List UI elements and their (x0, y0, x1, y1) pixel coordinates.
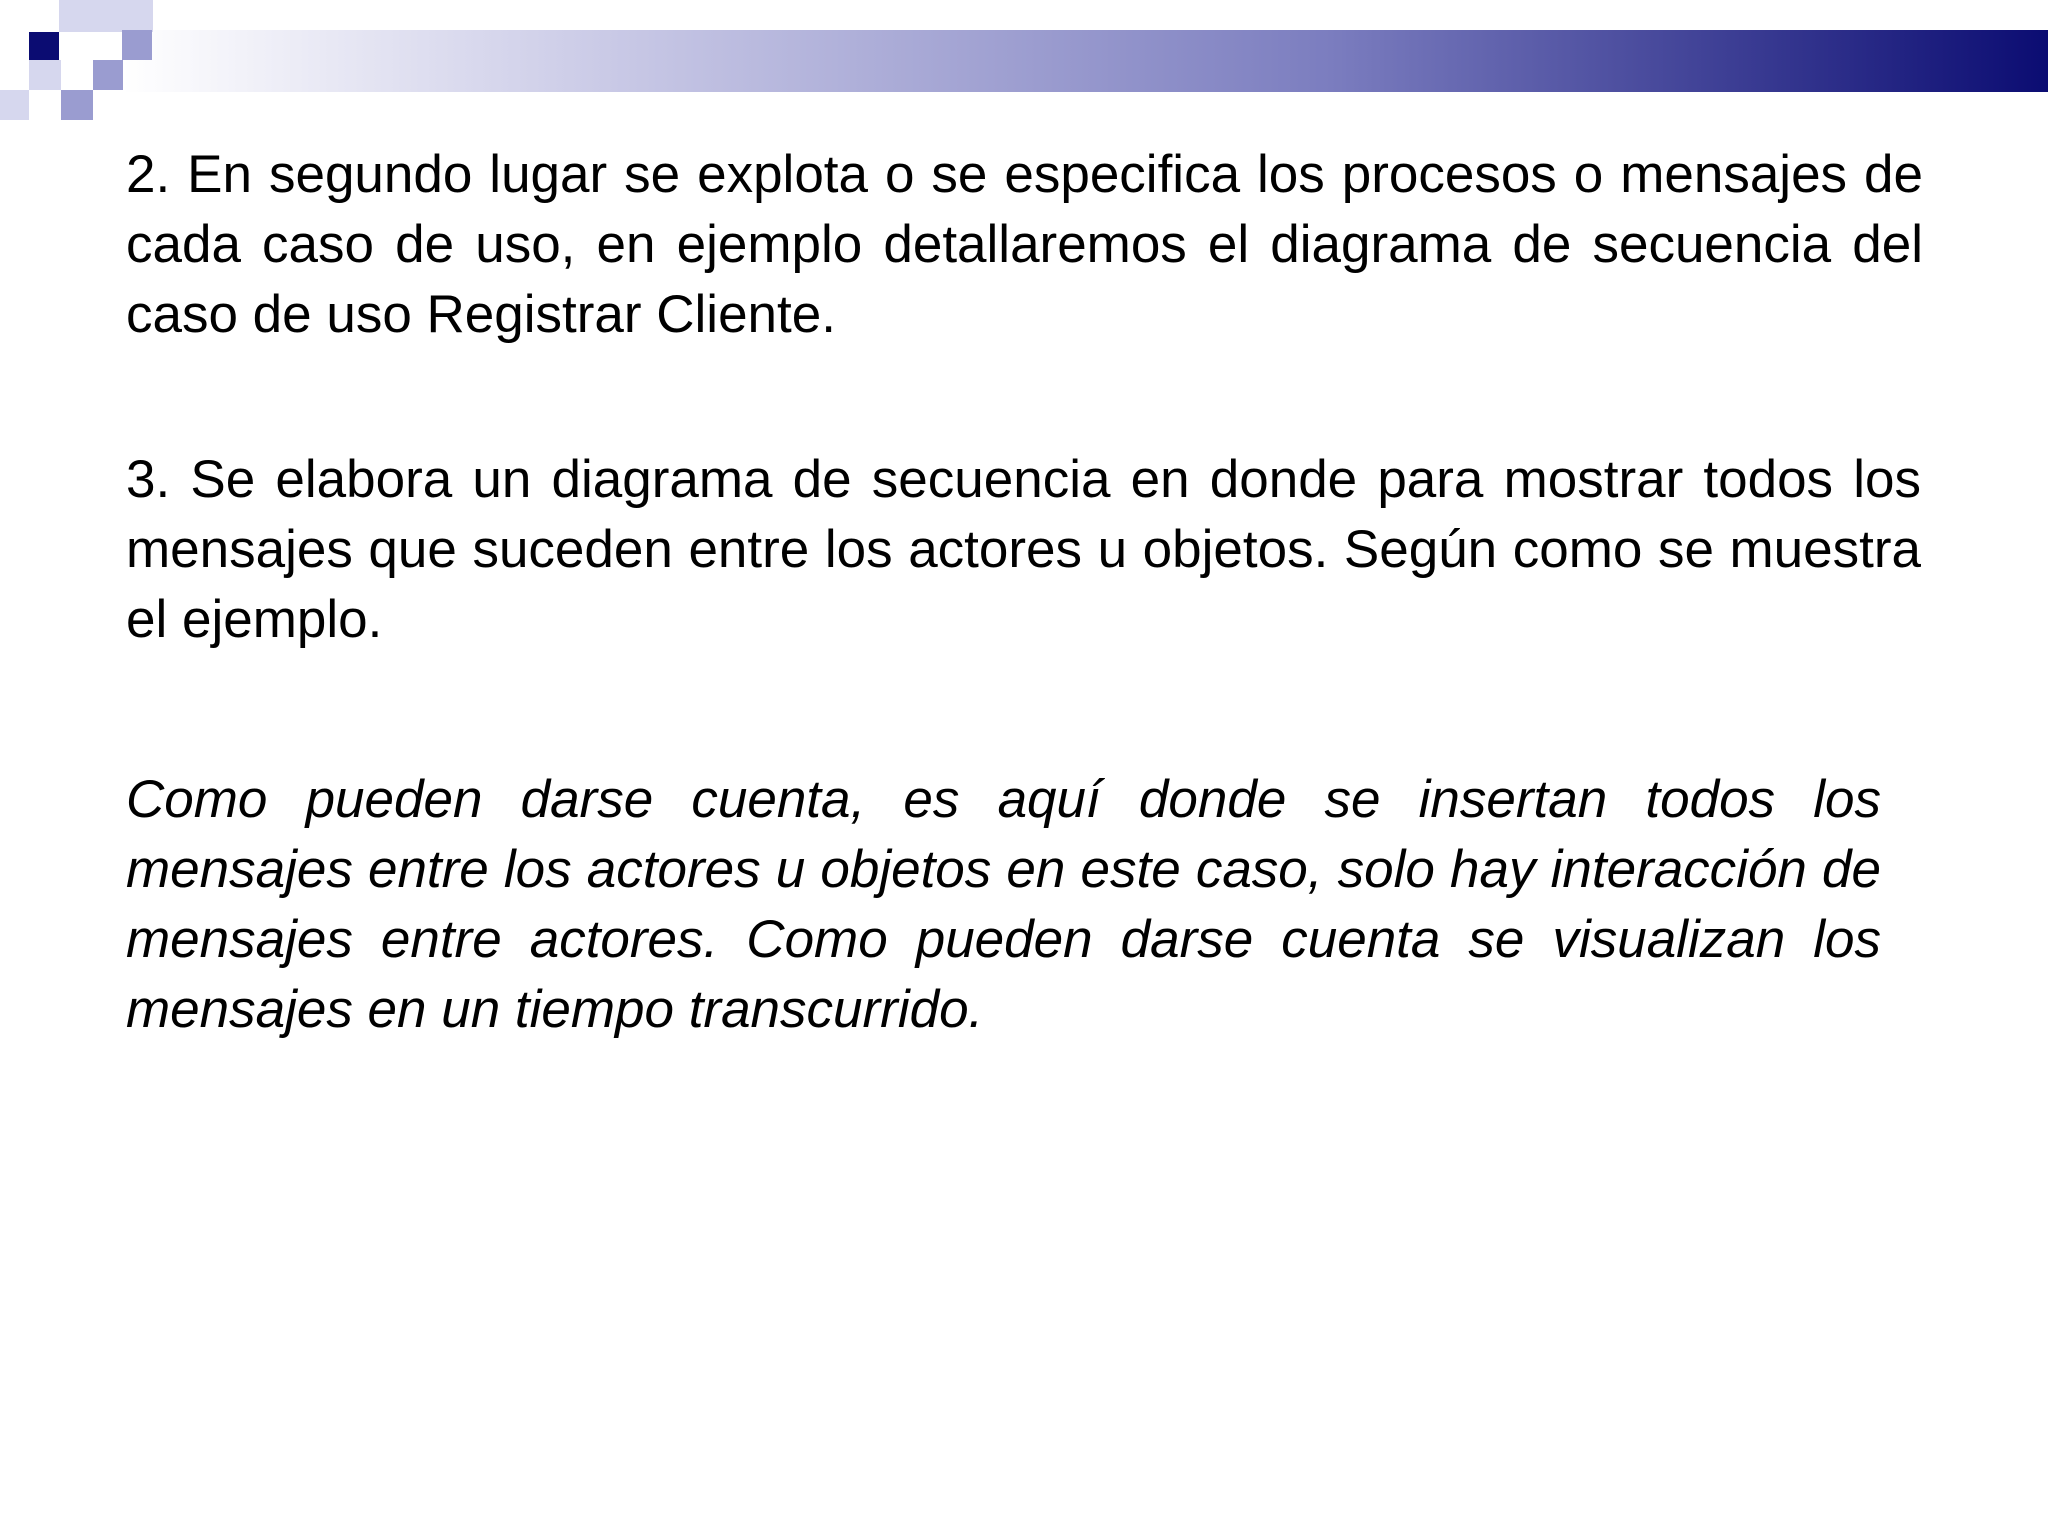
decorative-square (59, 0, 93, 32)
decorative-square (93, 60, 123, 90)
paragraph-note: Como pueden darse cuenta, es aquí donde se insertan todos los mensajes entre los actores u objetos en este caso, solo hay interacción de mensajes entre actores. Como pueden darse cuenta se visualizan los mensajes en un tiempo transcurrido. (126, 770, 1881, 1039)
slide-content (126, 140, 1926, 1045)
decorative-square (93, 0, 153, 32)
header-gradient-bar (0, 30, 2048, 92)
paragraph-step-3: 3. Se elabora un diagrama de secuencia en donde para mostrar todos los mensajes que suceden entre los actores u objetos. Según como se muestra el ejemplo. (126, 450, 1921, 649)
decorative-square (61, 90, 93, 120)
paragraph-step-2: 2. En segundo lugar se explota o se especifica los procesos o mensajes de cada caso de uso, en ejemplo detallaremos el diagrama de secuencia del caso de uso Registrar Cliente. (126, 145, 1923, 344)
decorative-square (0, 90, 29, 120)
decorative-square (29, 32, 59, 60)
decorative-square (29, 60, 61, 90)
decorative-square (122, 30, 152, 60)
